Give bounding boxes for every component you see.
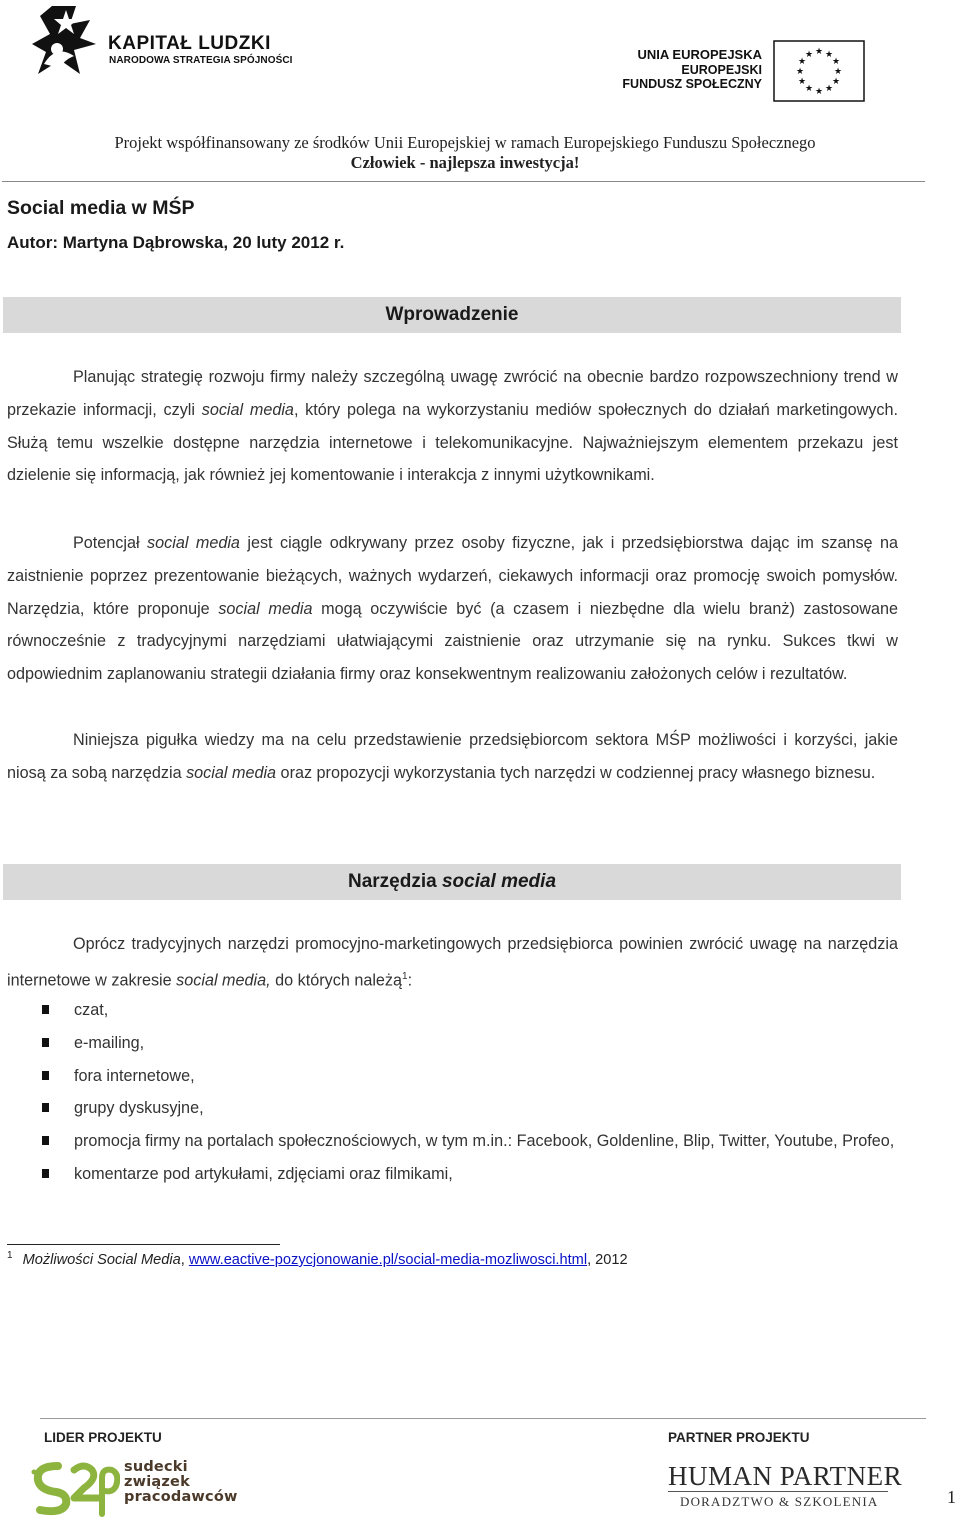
paragraph-3 xyxy=(7,724,898,790)
bullet-square-icon xyxy=(42,1103,49,1112)
footnote-link[interactable]: www.eactive-pozycjonowanie.pl/social-media-mozliwosci.html xyxy=(188,1252,588,1268)
list-item xyxy=(42,1125,902,1158)
section-2-heading-emphasis: social media xyxy=(441,871,557,892)
kapital-ludzki-title: KAPITAŁ LUDZKI xyxy=(108,33,271,54)
svg-text:★: ★ xyxy=(797,57,807,67)
szp-line-1: sudecki xyxy=(124,1459,188,1475)
document-title: Social media w MŚP xyxy=(7,197,195,219)
list-item xyxy=(42,1060,902,1093)
project-leader-label: LIDER PROJEKTU xyxy=(44,1430,162,1445)
paragraph-4-text-a: Oprócz tradycyjnych narzędzi promocyjno-marketingowych przedsiębiorca powinien zwrócić uwagę na narzędzia internetowe w zakresie xyxy=(7,935,898,990)
eu-line-2: EUROPEJSKI xyxy=(681,62,762,77)
svg-text:★: ★ xyxy=(824,50,834,60)
paragraph-3-text-a: Niniejsza pigułka wiedzy ma na celu przedstawienie przedsiębiorcom sektora MŚP możliwości i korzyści, jakie niosą za sobą narzędzia xyxy=(7,731,898,782)
paragraph-1-text-b: , który polega na wykorzystaniu mediów społecznych do działań marketingowych. Służą temu wszelkie dostępne narzędzia internetowe i telekomunikacyjne. Najważniejszym elementem przekazu jest dzielenie się informacją, jak również jej komentowanie i interakcja z innymi użytkownikami. xyxy=(7,400,898,485)
list-item xyxy=(42,994,902,1027)
svg-text:★: ★ xyxy=(824,84,834,94)
svg-text:★: ★ xyxy=(831,77,841,87)
bullet-square-icon xyxy=(42,1005,49,1014)
paragraph-2-text-a: Potencjał xyxy=(73,534,148,552)
svg-text:★: ★ xyxy=(814,87,824,97)
list-item xyxy=(42,1092,902,1125)
footnote-divider xyxy=(7,1244,280,1245)
bullet-square-icon xyxy=(42,1038,49,1047)
paragraph-1 xyxy=(7,361,898,492)
paragraph-3-text-b: oraz propozycji wykorzystania tych narzędzi w codziennej pracy własnego biznesu. xyxy=(276,763,876,782)
footer-divider xyxy=(40,1418,926,1419)
svg-text:★: ★ xyxy=(804,50,814,60)
project-slogan: Człowiek - najlepsza inwestycja! xyxy=(350,153,580,172)
footnote-reference[interactable]: 1 xyxy=(402,970,408,982)
page-number: 1 xyxy=(947,1487,956,1507)
bullet-square-icon xyxy=(42,1071,49,1080)
list-item-text: czat, xyxy=(74,1001,109,1019)
project-cofinancing-line: Projekt współfinansowany ze środków Unii Europejskiej w ramach Europejskiego Funduszu Społecznego xyxy=(114,133,816,152)
svg-text:★: ★ xyxy=(804,84,814,94)
project-partner-label: PARTNER PROJEKTU xyxy=(668,1430,810,1445)
svg-text:★: ★ xyxy=(831,57,841,67)
footnote xyxy=(7,1252,628,1268)
svg-text:★: ★ xyxy=(797,77,807,87)
sudecki-zwiazek-name xyxy=(124,1460,238,1505)
list-item-text: grupy dyskusyjne, xyxy=(74,1099,204,1118)
eu-line-3: FUNDUSZ SPOŁECZNY xyxy=(622,77,762,91)
svg-text:★: ★ xyxy=(795,67,805,77)
list-item-text: e-mailing, xyxy=(74,1033,145,1052)
bullet-square-icon xyxy=(42,1136,49,1145)
paragraph-4-text-b: do których należą xyxy=(270,971,403,990)
eu-line-1: UNIA EUROPEJSKA xyxy=(637,47,762,62)
kapital-ludzki-logo-icon xyxy=(30,4,100,76)
footnote-source-title: Możliwości Social Media xyxy=(22,1252,181,1268)
svg-text:★: ★ xyxy=(814,47,824,57)
sudecki-zwiazek-logo-icon xyxy=(28,1456,120,1518)
bullet-square-icon xyxy=(42,1169,49,1178)
paragraph-2-text-c: mogą oczywiście być (a czasem i niezbędne dla wielu branż) zastosowane równocześnie z tradycyjnymi narzędziami ułatwiającymi zaistnienie oraz utrzymanie się na rynku. Sukces tkwi w odpowiednim zaplanowaniu strategii działania firmy oraz konsekwentnym realizowaniu założonych celów i rezultatów. xyxy=(7,599,899,684)
paragraph-1-text-a: Planując strategię rozwoju firmy należy szczególną uwagę zwrócić na obecnie bardzo rozpowszechniony trend w przekazie informacji, czyli xyxy=(7,368,898,419)
paragraph-1-emphasis: social media xyxy=(201,400,294,419)
eu-fund-label xyxy=(622,48,762,92)
paragraph-2-emphasis-2: social media xyxy=(218,599,313,618)
tools-list xyxy=(42,994,902,1191)
footnote-number: 1 xyxy=(7,1250,13,1261)
section-heading-tools xyxy=(3,864,901,900)
eu-flag-icon xyxy=(773,40,865,102)
list-item-text: fora internetowe, xyxy=(74,1066,195,1085)
paragraph-2-text-b: jest ciągle odkrywany przez osoby fizyczne, jak i przedsiębiorstwa dając im szansę na zaistnienie poprzez prezentowanie bieżących, ważnych wydarzeń, ciekawych informacji oraz promocję swoich pomysłów. Narzędzia, które proponuje xyxy=(7,534,898,618)
list-item xyxy=(42,1027,902,1060)
svg-text:★: ★ xyxy=(833,67,843,77)
paragraph-2-emphasis-1: social media xyxy=(147,534,240,552)
document-author: Autor: Martyna Dąbrowska, 20 luty 2012 r. xyxy=(7,233,345,252)
paragraph-2 xyxy=(7,527,898,691)
paragraph-3-emphasis: social media xyxy=(186,763,277,782)
szp-line-2: związek xyxy=(124,1474,190,1490)
human-partner-tagline: DORADZTWO & SZKOLENIA xyxy=(680,1494,879,1509)
paragraph-4 xyxy=(7,928,898,997)
section-heading-text: Wprowadzenie xyxy=(385,304,519,325)
footnote-separator: , xyxy=(180,1252,189,1268)
human-partner-divider xyxy=(668,1491,888,1492)
section-heading-introduction xyxy=(3,297,901,333)
section-2-heading-text: Narzędzia xyxy=(347,871,442,892)
footnote-year: , 2012 xyxy=(587,1252,628,1268)
list-item-text: komentarze pod artykułami, zdjęciami oraz filmikami, xyxy=(74,1164,453,1183)
list-item xyxy=(42,1158,902,1191)
paragraph-4-emphasis: social media, xyxy=(176,971,271,990)
header-divider xyxy=(2,181,925,182)
kapital-ludzki-subtitle: NARODOWA STRATEGIA SPÓJNOŚCI xyxy=(109,55,293,66)
human-partner-logo-text: HUMAN PARTNER xyxy=(668,1461,903,1491)
list-item-text: promocja firmy na portalach społecznościowych, w tym m.in.: Facebook, Goldenline, Blip, Twitter, Youtube, Profeo, xyxy=(74,1132,895,1151)
szp-line-3: pracodawców xyxy=(124,1489,238,1505)
paragraph-4-text-c: : xyxy=(407,971,413,990)
